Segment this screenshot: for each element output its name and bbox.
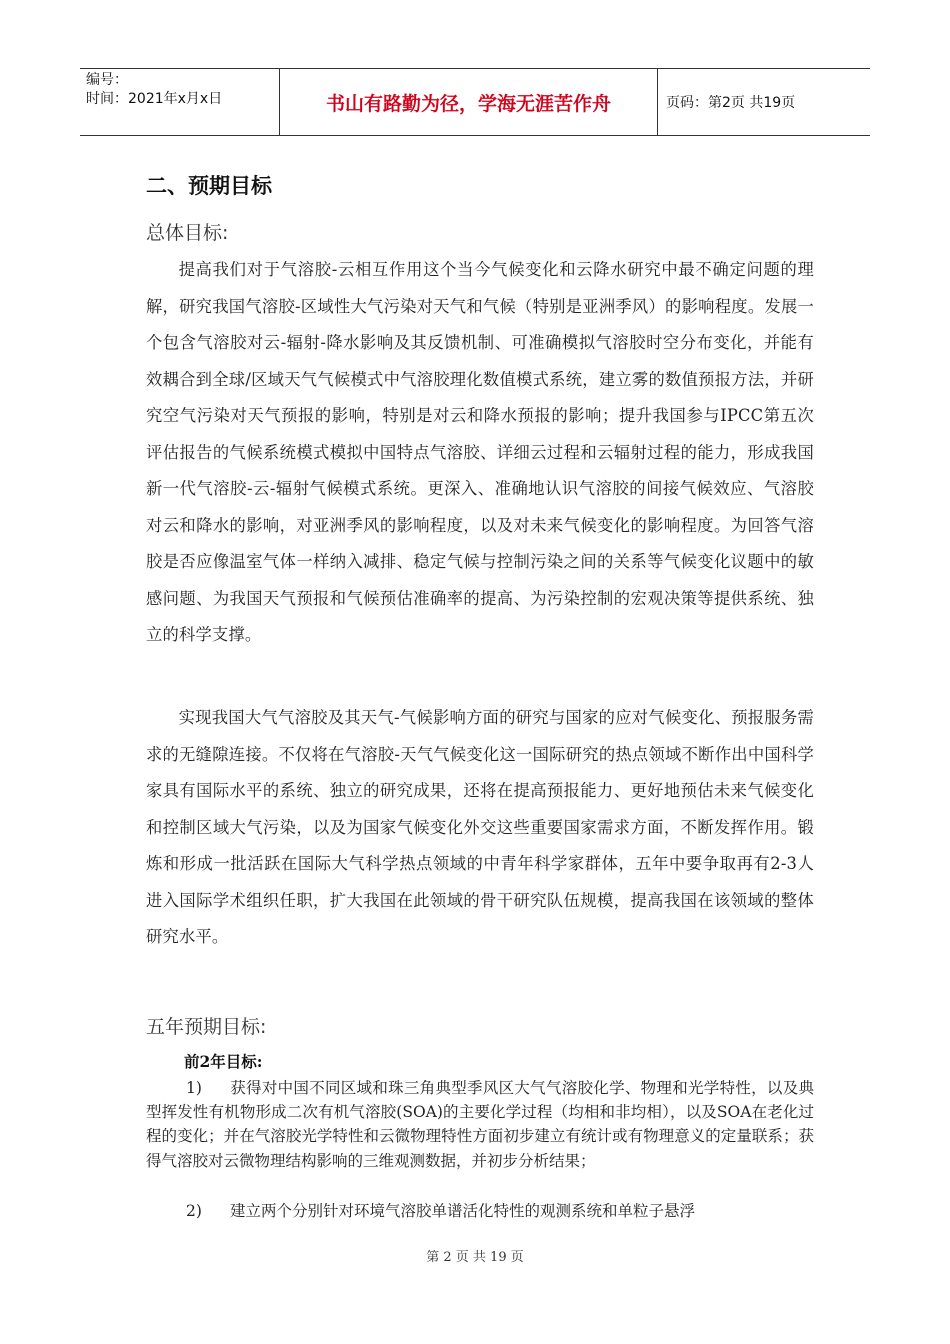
list-item-number: 2) — [186, 1202, 202, 1220]
header-page-info: 页码：第2页 共19页 — [666, 95, 796, 111]
page-header — [80, 68, 870, 136]
list-item — [146, 1076, 814, 1173]
paragraph-overall-goal: 提高我们对于气溶胶-云相互作用这个当今气候变化和云降水研究中最不确定问题的理解，研究我国气溶胶-区域性大气污染对天气和气候（特别是亚洲季风）的影响程度。发展一个包含气溶胶对云-辐射-降水影响及其反馈机制、可准确模拟气溶胶时空分布变化，并能有效耦合到全球/区域天气气候模式中气溶胶理化数值模式系统，建立雾的数值预报方法，并研究空气污染对天气预报的影响，特别是对云和降水预报的影响；提升我国参与IPCC第五次评估报告的气候系统模式模拟中国特点气溶胶、详细云过程和云辐射过程的能力，形成我国新一代气溶胶-云-辐射气候模式系统。更深入、准确地认识气溶胶的间接气候效应、气溶胶对云和降水的影响，对亚洲季风的影响程度，以及对未来气候变化的影响程度。为回答气溶胶是否应像温室气体一样纳入减排、稳定气候与控制污染之间的关系等气候变化议题中的敏感问题、为我国天气预报和气候预估准确率的提高、为污染控制的宏观决策等提供系统、独立的科学支撑。 — [146, 260, 814, 644]
overall-goal-heading: 总体目标: — [146, 222, 229, 244]
list-item-text: 建立两个分别针对环境气溶胶单谱活化特性的观测系统和单粒子悬浮 — [230, 1202, 696, 1220]
header-motto: 书山有路勤为径，学海无涯苦作舟 — [280, 69, 658, 135]
section-title: 二、预期目标 — [146, 174, 272, 198]
header-date: 时间：2021年x月x日 — [86, 91, 223, 107]
list-item — [146, 1199, 814, 1223]
list-item-number: 1) — [186, 1079, 202, 1097]
header-meta — [80, 69, 280, 135]
header-number-label: 编号： — [86, 72, 128, 88]
first-two-years-label: 前2年目标: — [184, 1052, 263, 1071]
list-item-text: 获得对中国不同区域和珠三角典型季风区大气气溶胶化学、物理和光学特性，以及典型挥发性有机物形成二次有机气溶胶(SOA)的主要化学过程（均相和非均相），以及SOA在老化过程的变化；并在气溶胶光学特性和云微物理特性方面初步建立有统计或有物理意义的定量联系；获得气溶胶对云微物理结构影响的三维观测数据，并初步分析结果； — [146, 1079, 814, 1170]
five-year-goal-heading: 五年预期目标: — [146, 1016, 267, 1038]
page-footer: 第 2 页 共 19 页 — [426, 1250, 524, 1265]
paragraph-national-goal: 实现我国大气气溶胶及其天气-气候影响方面的研究与国家的应对气候变化、预报服务需求的无缝隙连接。不仅将在气溶胶-天气气候变化这一国际研究的热点领域不断作出中国科学家具有国际水平的系统、独立的研究成果，还将在提高预报能力、更好地预估未来气候变化和控制区域大气污染，以及为国家气候变化外交这些重要国家需求方面，不断发挥作用。锻炼和形成一批活跃在国际大气科学热点领域的中青年科学家群体，五年中要争取再有2-3人进入国际学术组织任职，扩大我国在此领域的骨干研究队伍规模，提高我国在该领域的整体研究水平。 — [146, 708, 814, 946]
